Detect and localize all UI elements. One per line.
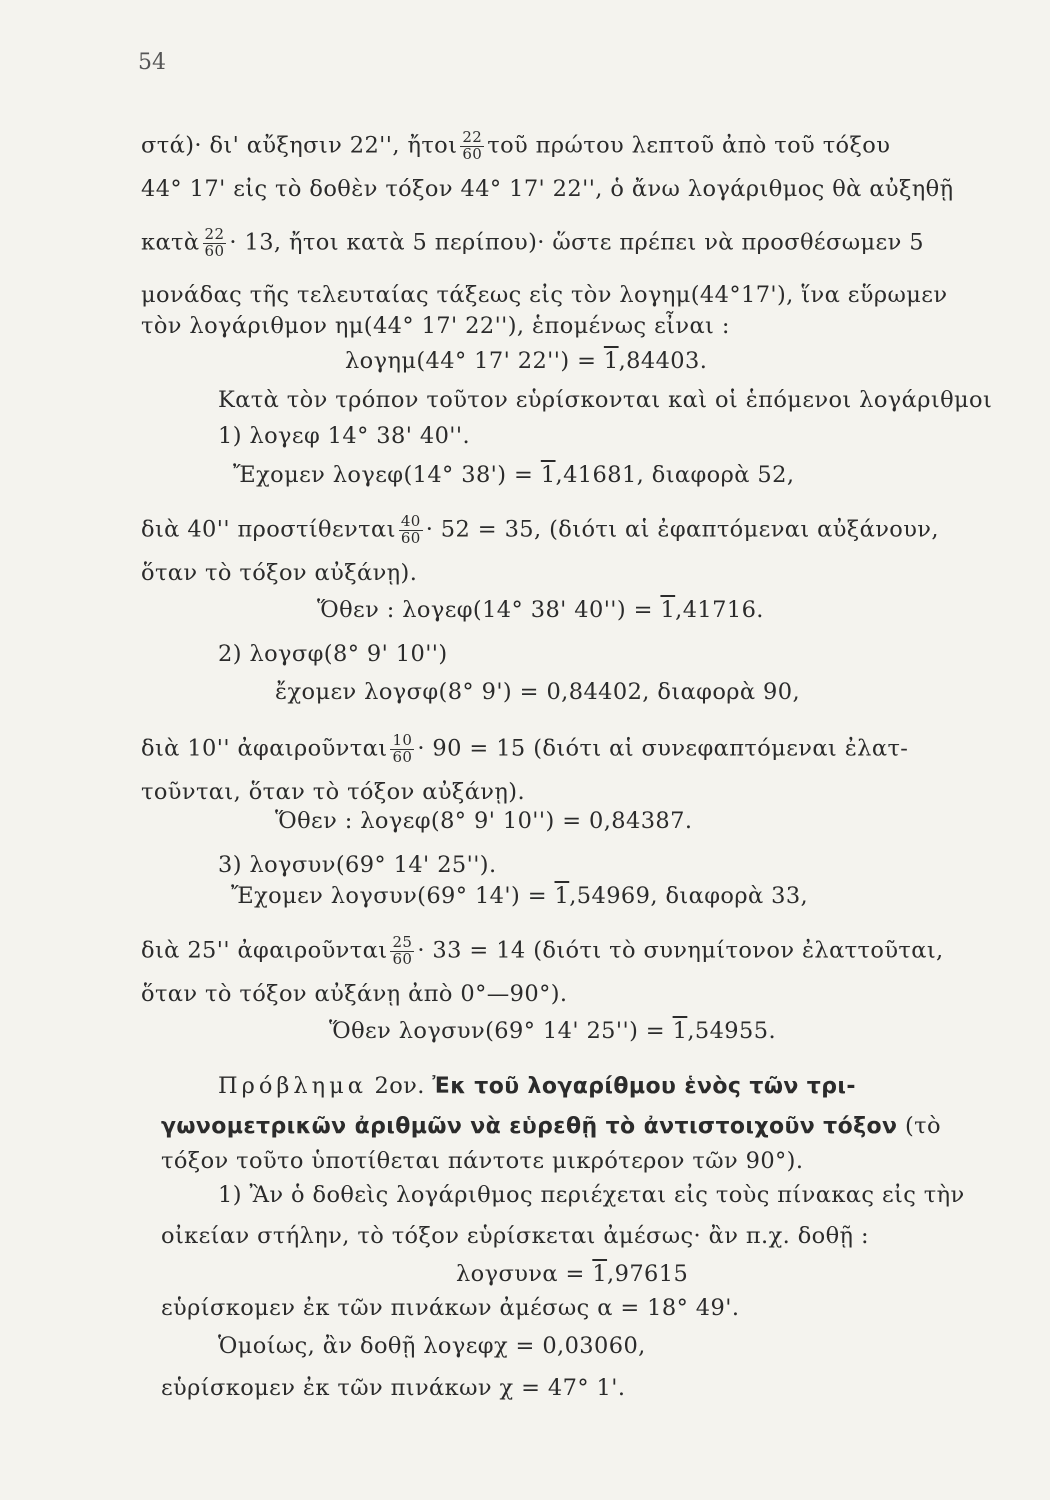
- fraction-numerator: 22: [204, 225, 225, 243]
- text-line: [141, 130, 890, 163]
- line-text: τόξον τοῦτο ὑποτίθεται πάντοτε μικρότερον τῶν 90°).: [161, 1148, 804, 1174]
- line-text-after: (τὸ: [897, 1113, 941, 1139]
- line-text-after: · 33 = 14 (διότι τὸ συνημίτονον ἐλαττοῦται,: [417, 937, 944, 964]
- line-text-after: ,41681, διαφορὰ 52,: [555, 462, 795, 488]
- fraction: [460, 130, 484, 163]
- line-text-before: 2ον.: [366, 1073, 433, 1099]
- text-line: [456, 1263, 688, 1286]
- text-line: [141, 178, 954, 201]
- text-line: [141, 935, 944, 968]
- line-text: 2) λογσφ(8° 9' 10''): [218, 641, 448, 667]
- fraction-denominator: 60: [462, 144, 483, 163]
- fraction-numerator: 10: [392, 731, 413, 749]
- text-line: [218, 425, 470, 448]
- line-text: οἰκείαν στήλην, τὸ τόξον εὑρίσκεται ἀμέσως· ἂν π.χ. δοθῇ :: [161, 1223, 869, 1249]
- fraction: [399, 514, 423, 547]
- line-text: 1) Ἂν ὁ δοθεὶς λογάριθμος περιέχεται εἰς τοὺς πίνακας εἰς τὴν: [218, 1182, 965, 1208]
- line-text-before: λογημ(44° 17' 22'') =: [345, 348, 604, 374]
- text-line: [233, 464, 794, 487]
- text-line: [218, 854, 497, 877]
- text-line: [141, 227, 924, 260]
- text-line: [275, 810, 692, 833]
- text-line: [275, 681, 800, 704]
- bar-characteristic: 1: [672, 1018, 688, 1044]
- fraction-numerator: 25: [392, 933, 413, 951]
- fraction-denominator: 60: [400, 528, 421, 547]
- text-line: [141, 983, 567, 1006]
- fraction-denominator: 60: [392, 747, 413, 766]
- line-text: 1) λογεφ 14° 38' 40''.: [218, 423, 471, 449]
- bar-characteristic: 1: [592, 1261, 608, 1287]
- line-text-after: ,41716.: [675, 597, 764, 623]
- problem-label: Πρόβλημα: [218, 1073, 367, 1099]
- text-line: [141, 514, 939, 547]
- line-text: εὑρίσκομεν ἐκ τῶν πινάκων ἀμέσως α = 18° 49'.: [161, 1295, 740, 1321]
- text-line: [161, 1150, 803, 1173]
- text-line: [141, 562, 417, 585]
- text-line: [345, 350, 707, 373]
- bar-characteristic: 1: [603, 348, 619, 374]
- text-line: [218, 643, 448, 666]
- line-text: 44° 17' εἰς τὸ δοθὲν τόξον 44° 17' 22'', ὁ ἄνω λογάριθμος θὰ αὐξηθῇ: [141, 176, 954, 202]
- fraction-denominator: 60: [392, 949, 413, 968]
- line-text-before: Ὅθεν λογσυν(69° 14' 25'') =: [329, 1018, 673, 1044]
- line-text: ὅταν τὸ τόξον αὐξάνῃ).: [141, 560, 418, 586]
- line-text-after: · 52 = 35, (διότι αἱ ἐφαπτόμεναι αὐξάνουν,: [425, 516, 939, 543]
- line-text-before: λογσυνα =: [456, 1261, 593, 1287]
- line-text-before: στά)· δι' αὔξησιν 22'', ἤτοι: [141, 132, 458, 159]
- line-text: εὑρίσκομεν ἐκ τῶν πινάκων χ = 47° 1'.: [161, 1375, 626, 1401]
- line-text-after: · 90 = 15 (διότι αἱ συνεφαπτόμεναι ἐλατ-: [417, 735, 909, 762]
- bar-characteristic: 1: [554, 883, 570, 909]
- line-text-after: ,54969, διαφορὰ 33,: [569, 883, 809, 909]
- text-line: [141, 315, 730, 338]
- line-text-before: διὰ 10'' ἀφαιροῦνται: [141, 735, 388, 762]
- bar-characteristic: 1: [660, 597, 676, 623]
- line-text-before: Ἔχομεν λογεφ(14° 38') =: [233, 462, 541, 488]
- text-line: [141, 781, 525, 804]
- bar-characteristic: 1: [540, 462, 556, 488]
- fraction-denominator: 60: [204, 241, 225, 260]
- fraction: [390, 733, 414, 766]
- line-text: τὸν λογάριθμον ημ(44° 17' 22''), ἑπομένως εἶναι :: [141, 313, 730, 339]
- page-number: 54: [138, 50, 166, 75]
- text-line: [317, 599, 764, 622]
- text-line: [161, 1115, 941, 1138]
- text-line: [329, 1020, 776, 1043]
- text-line: [218, 1075, 856, 1098]
- line-text-after: τοῦ πρώτου λεπτοῦ ἀπὸ τοῦ τόξου: [487, 132, 891, 159]
- fraction-numerator: 22: [462, 128, 483, 146]
- line-text-before: διὰ 25'' ἀφαιροῦνται: [141, 937, 388, 964]
- line-text-after: · 13, ἤτοι κατὰ 5 περίπου)· ὥστε πρέπει νὰ προσθέσωμεν 5: [229, 229, 924, 256]
- line-text-before: κατὰ: [141, 229, 200, 256]
- fraction-numerator: 40: [400, 512, 421, 530]
- text-line: [218, 1184, 965, 1207]
- text-line: [161, 1377, 625, 1400]
- line-text-before: διὰ 40'' προστίθενται: [141, 516, 396, 543]
- line-text: ὅταν τὸ τόξον αὐξάνῃ ἀπὸ 0°—90°).: [141, 981, 568, 1007]
- line-text: τοῦνται, ὅταν τὸ τόξον αὐξάνῃ).: [141, 779, 525, 805]
- line-text-after: ,54955.: [687, 1018, 777, 1044]
- line-text-after: ,97615: [607, 1261, 689, 1287]
- line-text: ἔχομεν λογσφ(8° 9') = 0,84402, διαφορὰ 90,: [275, 679, 801, 705]
- line-text: 3) λογσυν(69° 14' 25'').: [218, 852, 497, 878]
- line-text-before: Ἔχομεν λογσυν(69° 14') =: [231, 883, 555, 909]
- bold-heading-text: Ἐκ τοῦ λογαρίθμου ἑνὸς τῶν τρι-: [432, 1074, 856, 1099]
- text-line: [141, 284, 947, 307]
- line-text: μονάδας τῆς τελευταίας τάξεως εἰς τὸν λογημ(44°17'), ἵνα εὕρωμεν: [141, 282, 948, 308]
- fraction: [390, 935, 414, 968]
- line-text: Ὅθεν : λογεφ(8° 9' 10'') = 0,84387.: [275, 808, 693, 834]
- line-text-after: ,84403.: [618, 348, 708, 374]
- text-line: [218, 1335, 646, 1358]
- line-text: Κατὰ τὸν τρόπον τοῦτον εὑρίσκονται καὶ οἱ ἑπόμενοι λογάριθμοι: [218, 387, 993, 413]
- text-line: [218, 389, 992, 412]
- text-line: [161, 1297, 739, 1320]
- text-line: [161, 1225, 869, 1248]
- bold-heading-text: γωνομετρικῶν ἀριθμῶν νὰ εὑρεθῇ τὸ ἀντιστοιχοῦν τόξον: [161, 1114, 898, 1139]
- text-line: [141, 733, 908, 766]
- line-text: Ὁμοίως, ἂν δοθῇ λογεφχ = 0,03060,: [218, 1333, 646, 1359]
- fraction: [203, 227, 227, 260]
- text-line: [231, 885, 808, 908]
- line-text-before: Ὅθεν : λογεφ(14° 38' 40'') =: [317, 597, 661, 623]
